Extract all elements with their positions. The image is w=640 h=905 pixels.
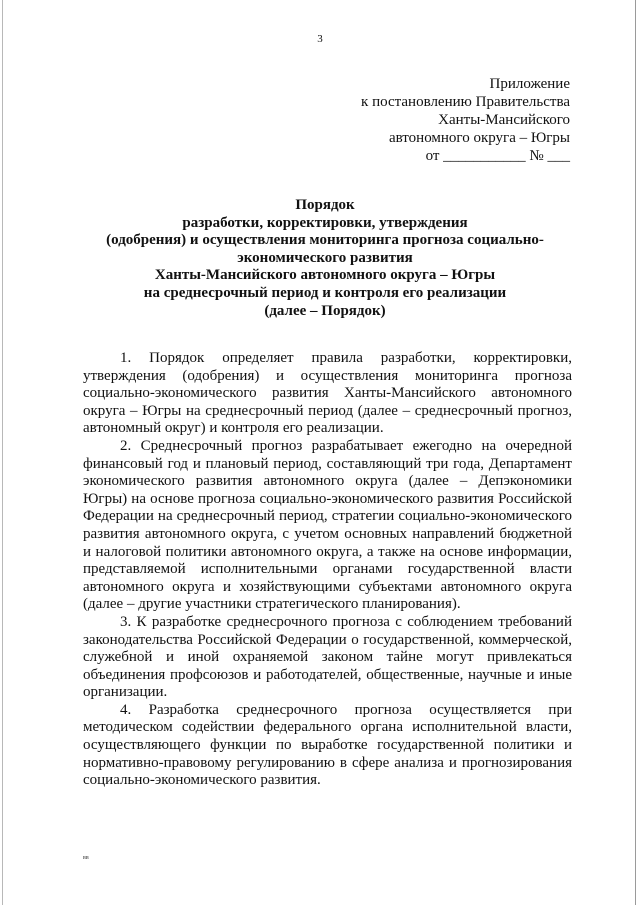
title-line: экономического развития <box>237 249 413 266</box>
appendix-date-line: от ___________ № ___ <box>425 148 570 164</box>
footer-mark: вв <box>83 855 89 861</box>
page-number: 3 <box>317 33 323 45</box>
title-line: на среднесрочный период и контроля его реализации <box>143 284 507 301</box>
paragraph-2: 2. Среднесрочный прогноз разрабатывает ежегодно на очередной финансовый год и плановый период, составляющий три года, Департамент экономического развития автономного округа (далее – Депэкономики Югры) на основе прогноза социально-экономического развития Российской Федерации на среднесрочный период, стратегии социально-экономического развития автономного округа, с учетом основных направлений бюджетной и налоговой политики автономного округа, а также на основе информации, представляемой исполнительными органами государственной власти автономного округа и хозяйствующими субъектами автономного округа (далее – другие участники стратегического планирования). <box>83 437 572 613</box>
paragraph-3: 3. К разработке среднесрочного прогноза с соблюдением требований законодательства Российской Федерации о государственной, коммерческой, служебной и иной охраняемой законом тайне могут привлекаться объединения профсоюзов и работодателей, общественные, научные и иные организации. <box>83 613 572 701</box>
document-title <box>70 197 580 320</box>
title-line: Порядок <box>295 197 355 213</box>
paragraph-4: 4. Разработка среднесрочного прогноза осуществляется при методическом содействии федерального органа исполнительной власти, осуществляющего функции по выработке государственной политики и нормативно-правовому регулированию в сфере анализа и прогнозирования социально-экономического развития. <box>83 701 572 789</box>
title-line: разработки, корректировки, утверждения <box>182 214 468 231</box>
appendix-line: Ханты-Мансийского <box>438 112 570 128</box>
document-body <box>83 350 572 790</box>
appendix-block <box>270 75 570 165</box>
title-line: (одобрения) и осуществления мониторинга прогноза социально- <box>106 232 544 249</box>
paragraph-1: 1. Порядок определяет правила разработки, корректировки, утверждения (одобрения) и осуществления мониторинга прогноза социально-экономического развития Ханты-Мансийского автономного округа – Югры на среднесрочный период (далее – среднесрочный прогноз, автономный округ) и контроля его реализации. <box>83 350 572 437</box>
appendix-line: Приложение <box>489 76 570 92</box>
appendix-line: автономного округа – Югры <box>388 130 570 146</box>
title-line: (далее – Порядок) <box>264 302 386 319</box>
appendix-line: к постановлению Правительства <box>361 94 570 110</box>
scan-edge-right <box>635 0 636 905</box>
title-line: Ханты-Мансийского автономного округа – Югры <box>154 267 496 284</box>
scan-edge-left <box>2 0 3 905</box>
